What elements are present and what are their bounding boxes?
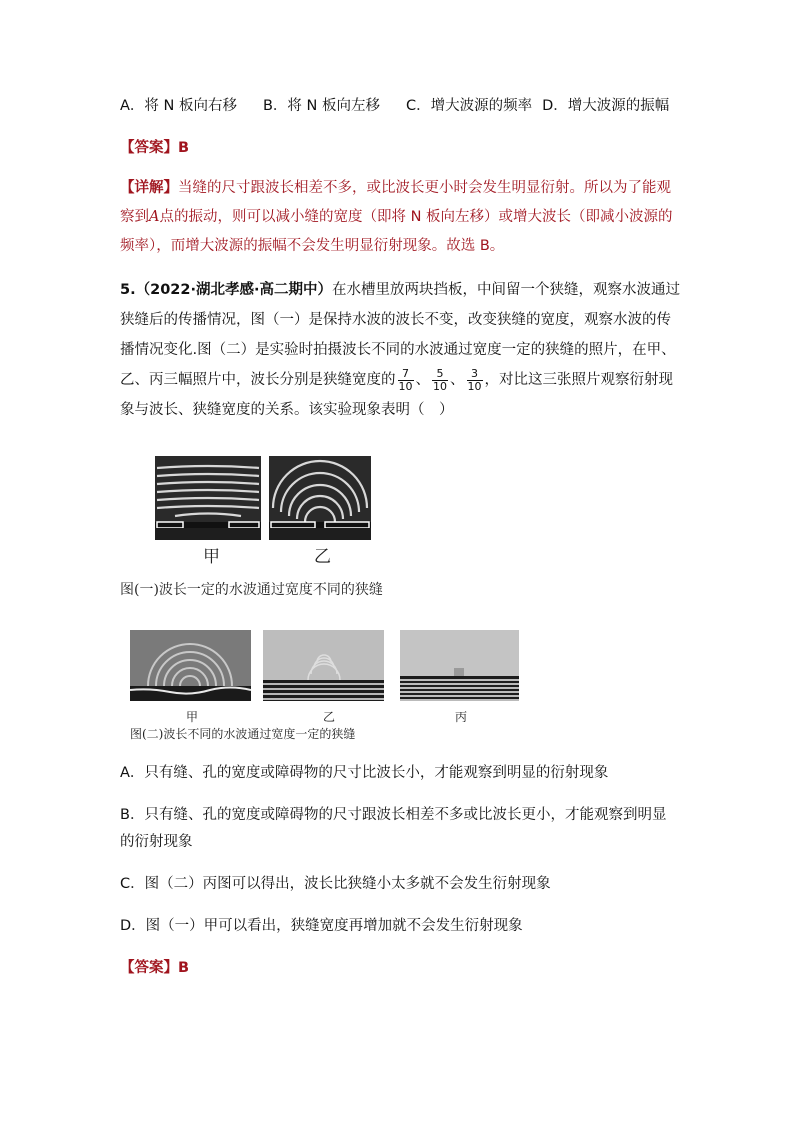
q4-option-d: D．增大波源的振幅 (542, 98, 670, 114)
q4-option-a: A．将 N 板向右移 (120, 98, 237, 114)
fraction-3: $\frac{3}{10}$ (467, 366, 482, 393)
q5-number: 5. (120, 282, 136, 298)
q4-answer (120, 137, 189, 159)
q5-answer (120, 957, 189, 979)
figure1-caption: 图(一)波长一定的水波通过宽度不同的狭缝 (120, 582, 383, 598)
figure1-photo-jia (155, 456, 261, 540)
q5-stem (120, 275, 680, 425)
q4-option-b: B．将 N 板向左移 (262, 98, 380, 114)
figure2-caption: 图(二)波长不同的水波通过宽度一定的狭缝 (130, 727, 356, 741)
detail-text-2: 点的振动，则可以减小缝的宽度（即将 N 板向左移）或增大波长（即减小波源的频率），而增大波源的振幅不会发生明显衍射现象 (120, 209, 673, 254)
answer-label: 【答案】 (120, 140, 178, 156)
figure1-label-jia: 甲 (203, 547, 220, 567)
figure2-photo-yi (263, 630, 384, 701)
q5-text-2: ，对比这三张照片观察衍射现象与波长、狭缝宽度的关系。该实验现象表明（ ） (120, 372, 673, 418)
separator-2: 、 (450, 372, 465, 388)
fraction-1: $\frac{7}{10}$ (398, 366, 413, 393)
figure1-label-yi: 乙 (314, 547, 331, 567)
figure1-photo-yi (269, 456, 371, 540)
answer-value: B (178, 140, 190, 156)
q5-source: （2022·湖北孝感·高二期中） (135, 282, 332, 298)
figure2-photo-bing (400, 630, 519, 701)
q5-option-c: C．图（二）丙图可以得出，波长比狭缝小太多就不会发生衍射现象 (120, 876, 551, 892)
q5-text-1: 在水槽里放两块挡板，中间留一个狭缝，观察水波通过狭缝后的传播情况，图（一）是保持水波的波长不变，改变狭缝的宽度，观察水波的传播情况变化.图（二）是实验时拍摄波长不同的水波通过宽度一定的狭缝的照片，在甲、乙、丙三幅照片中，波长分别是狭缝宽度的 (120, 282, 680, 388)
detail-text-3: 。故选 B。 (431, 238, 505, 254)
q5-option-a: A．只有缝、孔的宽度或障碍物的尺寸比波长小，才能观察到明显的衍射现象 (120, 765, 609, 781)
figure2-label-jia: 甲 (186, 710, 199, 724)
fraction-2: $\frac{5}{10}$ (433, 366, 447, 393)
figure2-label-yi: 乙 (323, 710, 336, 724)
separator-1: 、 (415, 372, 430, 388)
detail-label: 【详解】 (120, 180, 178, 196)
q4-option-c: C．增大波源的频率 (406, 98, 533, 114)
figure2-photo-jia (130, 630, 251, 701)
q5-option-d: D．图（一）甲可以看出，狭缝宽度再增加就不会发生衍射现象 (120, 918, 523, 934)
detail-point: A (149, 209, 160, 225)
q4-detail (120, 174, 680, 261)
answer-value: B (178, 960, 190, 976)
q5-option-b-line2: 的衍射现象 (120, 834, 193, 850)
figure2-label-bing: 丙 (455, 710, 468, 724)
answer-label: 【答案】 (120, 960, 178, 976)
q5-option-b-line1: B．只有缝、孔的宽度或障碍物的尺寸跟波长相差不多或比波长更小，才能观察到明显 (120, 807, 667, 823)
detail-text-1: 当缝的尺寸跟波长相差不多，或比波长更小时会发生明显衍射。所以为了能观察到 (120, 180, 671, 225)
q4-options (120, 95, 669, 117)
